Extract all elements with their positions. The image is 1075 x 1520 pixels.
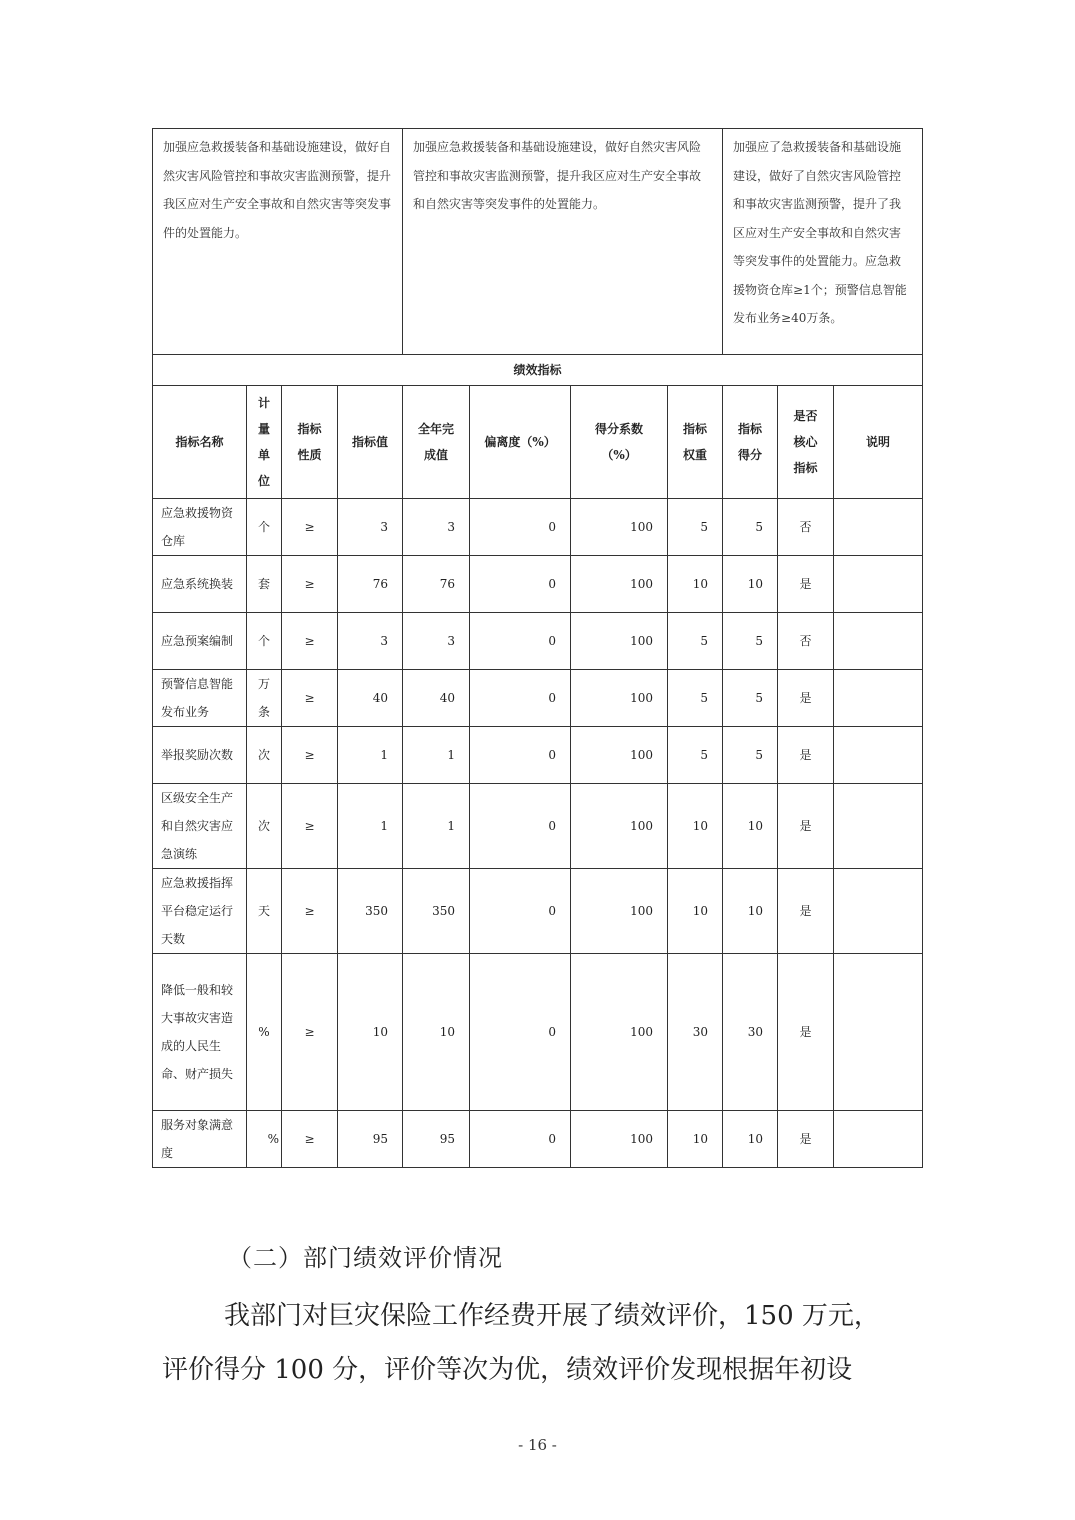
header-target: 指标值 [338,386,403,499]
row-unit: 万条 [247,670,282,727]
goal-annual: 加强应急救援装备和基础设施建设，做好自然灾害风险管控和事故灾害监测预警，提升我区应对生产安全事故和自然灾害等突发事件的处置能力。 [153,129,403,355]
section-title-row [153,355,923,386]
row-score: 10 [723,869,778,954]
row-unit: % [247,954,282,1111]
row-name: 区级安全生产和自然灾害应急演练 [153,784,247,869]
goals-row [153,129,923,355]
row-coef: 100 [571,613,668,670]
section-title: 绩效指标 [153,355,923,386]
row-weight: 10 [668,556,723,613]
header-unit-char: 位 [257,474,270,488]
row-desc [834,784,923,869]
row-actual: 1 [403,727,470,784]
row-score: 5 [723,670,778,727]
row-coef: 100 [571,499,668,556]
row-desc [834,727,923,784]
row-core: 是 [778,784,834,869]
table-row [153,556,923,613]
row-core: 否 [778,613,834,670]
row-desc [834,869,923,954]
row-deviation: 0 [470,727,571,784]
table-row [153,727,923,784]
row-score: 5 [723,499,778,556]
row-actual: 3 [403,499,470,556]
goal-planned: 加强应急救援装备和基础设施建设，做好自然灾害风险管控和事故灾害监测预警，提升我区应对生产安全事故和自然灾害等突发事件的处置能力。 [403,129,723,355]
row-name: 应急系统换装 [153,556,247,613]
row-weight: 10 [668,869,723,954]
row-target: 1 [338,727,403,784]
row-weight: 5 [668,613,723,670]
row-core: 否 [778,499,834,556]
row-weight: 5 [668,727,723,784]
row-unit: 个 [247,613,282,670]
row-score: 10 [723,556,778,613]
header-unit-char: 计 [257,396,270,410]
row-nature: ≥ [282,954,338,1111]
row-coef: 100 [571,670,668,727]
table-row [153,499,923,556]
row-coef: 100 [571,954,668,1111]
row-deviation: 0 [470,556,571,613]
table-row [153,954,923,1111]
row-nature: ≥ [282,1111,338,1168]
header-unit [247,386,282,499]
header-actual: 全年完成值 [403,386,470,499]
table-row [153,670,923,727]
row-desc [834,556,923,613]
row-core: 是 [778,869,834,954]
header-unit-char: 量 [257,422,270,436]
row-deviation: 0 [470,954,571,1111]
row-desc [834,670,923,727]
row-deviation: 0 [470,670,571,727]
row-deviation: 0 [470,784,571,869]
row-deviation: 0 [470,869,571,954]
row-deviation: 0 [470,499,571,556]
row-target: 10 [338,954,403,1111]
row-coef: 100 [571,727,668,784]
row-core: 是 [778,1111,834,1168]
row-nature: ≥ [282,670,338,727]
row-nature: ≥ [282,499,338,556]
row-nature: ≥ [282,613,338,670]
row-actual: 10 [403,954,470,1111]
row-target: 3 [338,613,403,670]
row-actual: 350 [403,869,470,954]
row-core: 是 [778,727,834,784]
row-coef: 100 [571,1111,668,1168]
header-core: 是否核心指标 [778,386,834,499]
row-unit: 天 [247,869,282,954]
header-coef: 得分系数（%） [571,386,668,499]
header-unit-char: 单 [257,448,270,462]
header-desc: 说明 [834,386,923,499]
row-target: 40 [338,670,403,727]
row-desc [834,613,923,670]
header-deviation: 偏离度（%） [470,386,571,499]
row-unit: % [247,1111,282,1168]
goal-achieved: 加强应了急救援装备和基础设施建设，做好了自然灾害风险管控和事故灾害监测预警，提升了我区应对生产安全事故和自然灾害等突发事件的处置能力。应急救援物资仓库≥1个；预警信息智能发布业务≥40万条。 [723,129,923,355]
row-desc [834,954,923,1111]
row-nature: ≥ [282,869,338,954]
row-core: 是 [778,556,834,613]
row-core: 是 [778,670,834,727]
header-weight: 指标权重 [668,386,723,499]
row-desc [834,499,923,556]
header-score: 指标得分 [723,386,778,499]
row-actual: 40 [403,670,470,727]
row-target: 95 [338,1111,403,1168]
performance-table [152,128,923,1168]
row-score: 10 [723,1111,778,1168]
row-unit: 个 [247,499,282,556]
row-target: 76 [338,556,403,613]
row-actual: 95 [403,1111,470,1168]
row-nature: ≥ [282,784,338,869]
row-name: 举报奖励次数 [153,727,247,784]
row-actual: 1 [403,784,470,869]
paragraph-line: 我部门对巨灾保险工作经费开展了绩效评价，150 万元， [224,1301,880,1331]
row-target: 3 [338,499,403,556]
row-deviation: 0 [470,1111,571,1168]
header-name: 指标名称 [153,386,247,499]
row-target: 1 [338,784,403,869]
row-weight: 5 [668,499,723,556]
row-weight: 10 [668,784,723,869]
header-nature: 指标性质 [282,386,338,499]
header-row [153,386,923,499]
row-actual: 3 [403,613,470,670]
row-score: 5 [723,613,778,670]
row-coef: 100 [571,556,668,613]
page-number: - 16 - [518,1436,557,1454]
row-name: 应急预案编制 [153,613,247,670]
row-deviation: 0 [470,613,571,670]
row-desc [834,1111,923,1168]
row-name: 预警信息智能发布业务 [153,670,247,727]
table-row [153,613,923,670]
row-nature: ≥ [282,556,338,613]
row-weight: 30 [668,954,723,1111]
table-row [153,869,923,954]
table-row [153,784,923,869]
row-weight: 10 [668,1111,723,1168]
table-row [153,1111,923,1168]
row-actual: 76 [403,556,470,613]
row-score: 5 [723,727,778,784]
row-name: 服务对象满意度 [153,1111,247,1168]
row-unit: 套 [247,556,282,613]
row-weight: 5 [668,670,723,727]
row-unit: 次 [247,784,282,869]
row-score: 10 [723,784,778,869]
row-name: 降低一般和较大事故灾害造成的人民生命、财产损失 [153,954,247,1111]
row-target: 350 [338,869,403,954]
row-unit: 次 [247,727,282,784]
row-coef: 100 [571,784,668,869]
row-name: 应急救援指挥平台稳定运行天数 [153,869,247,954]
row-core: 是 [778,954,834,1111]
paragraph-line: 评价得分 100 分，评价等次为优，绩效评价发现根据年初设 [162,1355,853,1385]
row-name: 应急救援物资仓库 [153,499,247,556]
row-coef: 100 [571,869,668,954]
section-heading: （二）部门绩效评价情况 [228,1244,503,1272]
row-nature: ≥ [282,727,338,784]
row-score: 30 [723,954,778,1111]
